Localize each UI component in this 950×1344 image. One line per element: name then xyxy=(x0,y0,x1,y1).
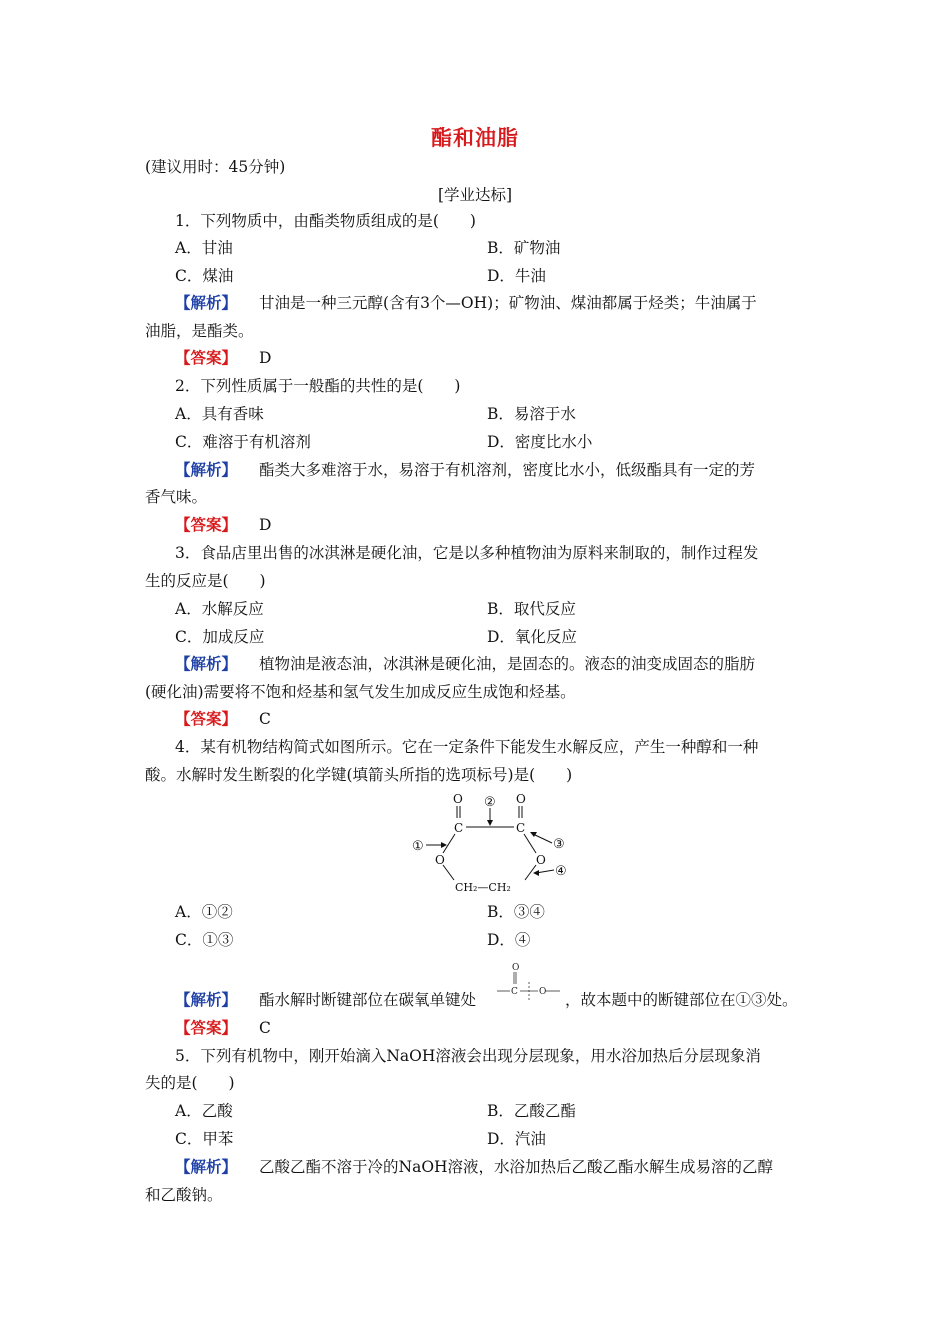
fig-mark-1: ① xyxy=(412,839,424,854)
q2-stem: 2．下列性质属于一般酯的共性的是( ) xyxy=(175,377,461,395)
q4-analysis xyxy=(175,990,476,1010)
q5-analysis-cont: 和乙酸钠。 xyxy=(145,1186,223,1204)
q1-option-a: A．甘油 xyxy=(175,239,233,257)
page-title: 酯和油脂 xyxy=(431,126,519,150)
q1-analysis xyxy=(175,293,757,313)
q3-analysis xyxy=(175,654,755,674)
q5-analysis xyxy=(175,1157,773,1177)
fig-c-right: C xyxy=(516,821,526,835)
q4-stem-cont: 酸。水解时发生断裂的化学键(填箭头所指的选项标号)是( ) xyxy=(145,766,573,784)
q4-answer xyxy=(175,1018,271,1038)
q2-answer-value: D xyxy=(259,516,272,534)
fig-mark-4: ④ xyxy=(555,864,567,879)
q1-analysis-text: 甘油是一种三元醇(含有3个—OH)；矿物油、煤油都属于烃类；牛油属于 xyxy=(259,294,757,312)
q3-option-b: B．取代反应 xyxy=(487,600,576,618)
q3-answer-value: C xyxy=(259,710,271,728)
q4-structure-figure xyxy=(400,790,590,900)
q3-answer xyxy=(175,709,271,729)
q4-option-d: D．④ xyxy=(487,931,531,949)
q2-analysis xyxy=(175,460,755,480)
analysis-label: 【解析】 xyxy=(175,1157,238,1176)
q2-answer xyxy=(175,515,271,535)
q5-stem-cont: 失的是( ) xyxy=(145,1074,235,1092)
q1-answer xyxy=(175,348,271,368)
q3-option-a: A．水解反应 xyxy=(175,600,264,618)
fig-o-top-right: O xyxy=(516,792,526,806)
fig-mark-3: ③ xyxy=(553,837,565,852)
q4-stem: 4．某有机物结构简式如图所示。它在一定条件下能发生水解反应，产生一种醇和一种 xyxy=(175,738,759,756)
inline-fig-c: C xyxy=(511,987,518,997)
q5-option-a: A．乙酸 xyxy=(175,1102,233,1120)
fig-mark-2: ② xyxy=(484,795,496,810)
q4-analysis-text: 酯水解时断键部位在碳氧单键处 xyxy=(259,991,477,1009)
answer-label: 【答案】 xyxy=(175,515,238,534)
q3-option-c: C．加成反应 xyxy=(175,628,265,646)
analysis-label: 【解析】 xyxy=(175,293,238,312)
section-heading: [学业达标] xyxy=(437,186,513,204)
q4-answer-value: C xyxy=(259,1019,271,1037)
q2-option-b: B．易溶于水 xyxy=(487,405,576,423)
q2-analysis-cont: 香气味。 xyxy=(145,488,208,506)
fig-c-left: C xyxy=(454,821,464,835)
answer-label: 【答案】 xyxy=(175,1018,238,1037)
q1-option-b: B．矿物油 xyxy=(487,239,561,257)
analysis-label: 【解析】 xyxy=(175,654,238,673)
q1-option-d: D．牛油 xyxy=(487,267,546,285)
q5-analysis-text: 乙酸乙酯不溶于冷的NaOH溶液，水浴加热后乙酸乙酯水解生成易溶的乙醇 xyxy=(259,1158,774,1176)
analysis-label: 【解析】 xyxy=(175,990,238,1009)
q4-option-a: A．①② xyxy=(175,903,233,921)
q2-option-a: A．具有香味 xyxy=(175,405,264,423)
answer-label: 【答案】 xyxy=(175,348,238,367)
q4-inline-ester-figure xyxy=(494,960,564,1002)
q4-option-c: C．①③ xyxy=(175,931,234,949)
answer-label: 【答案】 xyxy=(175,709,238,728)
fig-o-left: O xyxy=(435,853,445,867)
q5-option-c: C．甲苯 xyxy=(175,1130,234,1148)
inline-fig-o: O xyxy=(539,987,547,997)
q4-option-b: B．③④ xyxy=(487,903,545,921)
q5-option-b: B．乙酸乙酯 xyxy=(487,1102,576,1120)
q4-analysis-cont: ，故本题中的断键部位在①③处。 xyxy=(565,991,798,1009)
analysis-label: 【解析】 xyxy=(175,460,238,479)
fig-o-top-left: O xyxy=(453,792,463,806)
q1-option-c: C．煤油 xyxy=(175,267,234,285)
fig-ch2-chain: CH₂—CH₂ xyxy=(455,881,511,894)
q5-stem: 5．下列有机物中，刚开始滴入NaOH溶液会出现分层现象，用水浴加热后分层现象消 xyxy=(175,1047,761,1065)
inline-fig-o-top: O xyxy=(512,963,520,973)
q2-option-c: C．难溶于有机溶剂 xyxy=(175,433,311,451)
q3-stem-cont: 生的反应是( ) xyxy=(145,572,266,590)
q1-answer-value: D xyxy=(259,349,272,367)
q5-option-d: D．汽油 xyxy=(487,1130,546,1148)
q3-stem: 3．食品店里出售的冰淇淋是硬化油，它是以多种植物油为原料来制取的，制作过程发 xyxy=(175,544,759,562)
time-note: (建议用时：45分钟) xyxy=(145,158,286,176)
q3-analysis-text: 植物油是液态油，冰淇淋是硬化油，是固态的。液态的油变成固态的脂肪 xyxy=(259,655,756,673)
q2-option-d: D．密度比水小 xyxy=(487,433,593,451)
q2-analysis-text: 酯类大多难溶于水，易溶于有机溶剂，密度比水小，低级酯具有一定的芳 xyxy=(259,461,756,479)
q3-analysis-cont: (硬化油)需要将不饱和烃基和氢气发生加成反应生成饱和烃基。 xyxy=(145,683,576,701)
q1-analysis-cont: 油脂，是酯类。 xyxy=(145,322,254,340)
q1-stem: 1．下列物质中，由酯类物质组成的是( ) xyxy=(175,212,476,230)
q3-option-d: D．氧化反应 xyxy=(487,628,577,646)
fig-o-right: O xyxy=(536,853,546,867)
